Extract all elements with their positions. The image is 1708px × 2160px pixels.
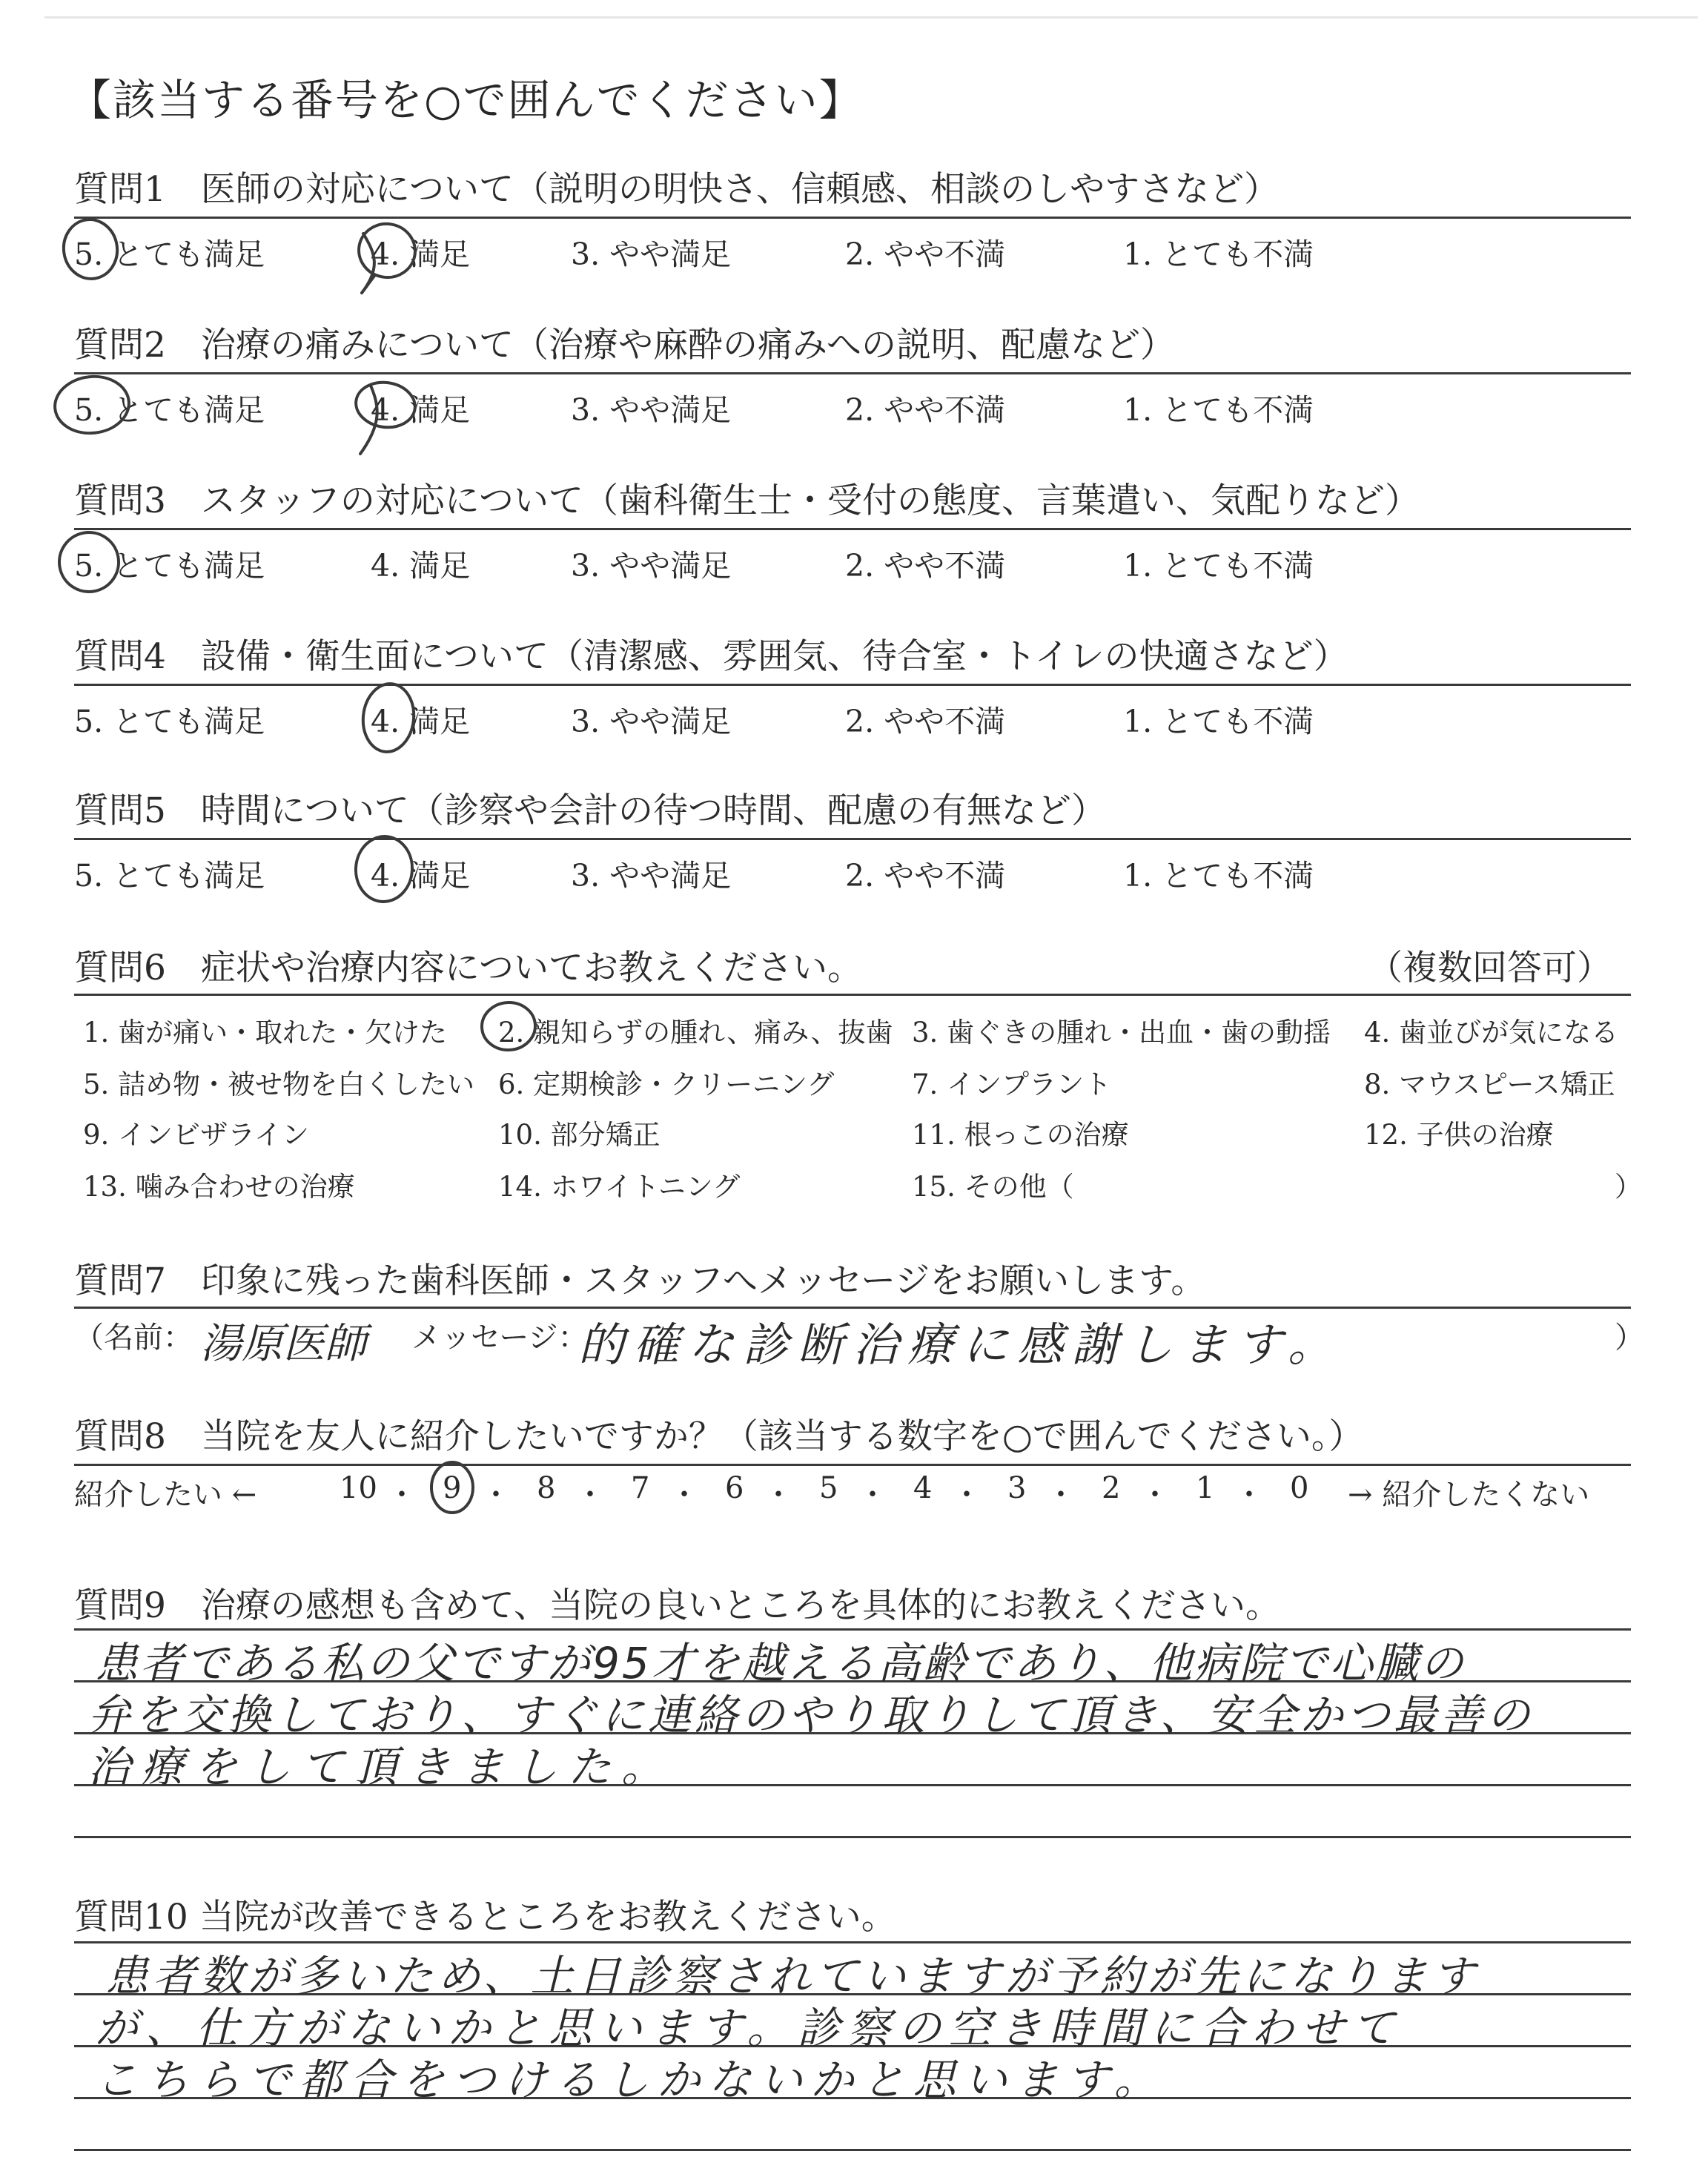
q6-option-9[interactable]: 9. インビザライン — [83, 1119, 309, 1151]
q8-separator: ・ — [1234, 1478, 1264, 1512]
q10-answer-line-3[interactable]: こちらで都合をつけるしかないかと思います。 — [95, 2055, 1165, 2105]
q6-option-5[interactable]: 5. 詰め物・被せ物を白くしたい — [83, 1069, 475, 1100]
q1-option-2[interactable]: 2. やや不満 — [845, 237, 1006, 272]
q6-option-10[interactable]: 10. 部分矯正 — [498, 1119, 661, 1151]
q7-message-label: メッセージ： — [411, 1321, 588, 1355]
question-10-title: 質問10 当院が改善できるところをお教えください。 — [74, 1897, 896, 1938]
q5-option-5[interactable]: 5. とても満足 — [74, 858, 265, 894]
q10-answer-line-2[interactable]: が、仕方がないかと思います。診察の空き時間に合わせて — [95, 2003, 1403, 2053]
q7-name-label: （名前： — [74, 1321, 193, 1355]
question-8-rule — [74, 1464, 1631, 1466]
q2-option-3[interactable]: 3. やや満足 — [571, 392, 732, 428]
q4-option-2[interactable]: 2. やや不満 — [845, 704, 1006, 739]
question-6-note: （複数回答可） — [1368, 948, 1612, 988]
question-5-title: 質問5 時間について（診察や会計の待つ時間、配慮の有無など） — [74, 790, 1106, 831]
question-1-title: 質問1 医師の対応について（説明の明快さ、信頼感、相談のしやすさなど） — [74, 169, 1280, 210]
q8-right-label: → 紹介したくない — [1348, 1478, 1590, 1512]
q8-score-5[interactable]: 5 — [819, 1471, 838, 1505]
question-1-rule — [74, 217, 1631, 219]
q4-option-5[interactable]: 5. とても満足 — [74, 704, 265, 739]
q8-separator: ・ — [1140, 1478, 1170, 1512]
q9-rule-5 — [74, 1836, 1631, 1838]
question-3-title: 質問3 スタッフの対応について（歯科衛生士・受付の態度、言葉遣い、気配りなど） — [74, 480, 1420, 521]
q3-option-4[interactable]: 4. 満足 — [371, 548, 471, 584]
question-8-title: 質問8 当院を友人に紹介したいですか？（該当する数字を○で囲んでください。） — [74, 1416, 1364, 1457]
q5-option-2[interactable]: 2. やや不満 — [845, 858, 1006, 894]
q8-separator: ・ — [575, 1478, 605, 1512]
question-2-title: 質問2 治療の痛みについて（治療や麻酔の痛みへの説明、配慮など） — [74, 325, 1176, 366]
q8-left-label: 紹介したい ← — [74, 1478, 257, 1512]
q8-separator: ・ — [952, 1478, 982, 1512]
q1-option-5[interactable]: 5. とても満足 — [74, 237, 265, 272]
q7-message-value[interactable]: 的確な診断治療に感謝します。 — [578, 1318, 1343, 1372]
q6-option-2[interactable]: 2. 親知らずの腫れ、痛み、抜歯 — [498, 1017, 893, 1048]
q7-close-paren: ） — [1615, 1321, 1644, 1355]
page-top-edge — [44, 16, 1698, 19]
question-3-rule — [74, 528, 1631, 530]
q8-separator: ・ — [481, 1478, 511, 1512]
q8-score-1[interactable]: 1 — [1196, 1471, 1215, 1505]
q9-answer-line-3[interactable]: 治療をして頂きました。 — [87, 1742, 675, 1792]
q4-option-1[interactable]: 1. とても不満 — [1123, 704, 1314, 739]
q8-separator: ・ — [1046, 1478, 1076, 1512]
q8-score-7[interactable]: 7 — [631, 1471, 650, 1505]
q5-option-4[interactable]: 4. 満足 — [371, 858, 471, 894]
question-9-title: 質問9 治療の感想も含めて、当院の良いところを具体的にお教えください。 — [74, 1585, 1280, 1626]
q1-option-3[interactable]: 3. やや満足 — [571, 237, 732, 272]
q9-answer-line-1[interactable]: 患者である私の父ですが95才を越える高齢であり、他病院で心臓の — [95, 1638, 1466, 1688]
q6-option-6[interactable]: 6. 定期検診・クリーニング — [498, 1069, 835, 1100]
q1-option-4[interactable]: 4. 満足 — [371, 237, 471, 272]
question-7-title: 質問7 印象に残った歯科医師・スタッフへメッセージをお願いします。 — [74, 1261, 1206, 1301]
q2-option-4[interactable]: 4. 満足 — [371, 392, 471, 428]
q8-score-3[interactable]: 3 — [1007, 1471, 1027, 1505]
q3-option-5[interactable]: 5. とても満足 — [74, 548, 265, 584]
q8-separator: ・ — [764, 1478, 793, 1512]
q6-option-12[interactable]: 12. 子供の治療 — [1364, 1119, 1554, 1151]
q1-option-1[interactable]: 1. とても不満 — [1123, 237, 1314, 272]
q10-answer-line-1[interactable]: 患者数が多いため、土日診察されていますが予約が先になります — [105, 1951, 1480, 2001]
q2-option-5[interactable]: 5. とても満足 — [74, 392, 265, 428]
q2-option-1[interactable]: 1. とても不満 — [1123, 392, 1314, 428]
question-5-rule — [74, 838, 1631, 840]
question-6-title: 質問6 症状や治療内容についてお教えください。 — [74, 948, 862, 988]
question-4-title: 質問4 設備・衛生面について（清潔感、雰囲気、待合室・トイレの快適さなど） — [74, 636, 1348, 677]
question-4-rule — [74, 684, 1631, 686]
q5-option-1[interactable]: 1. とても不満 — [1123, 858, 1314, 894]
question-6-rule — [74, 994, 1631, 996]
q2-option-2[interactable]: 2. やや不満 — [845, 392, 1006, 428]
q6-option-13[interactable]: 13. 噛み合わせの治療 — [83, 1171, 355, 1203]
q6-option-8[interactable]: 8. マウスピース矯正 — [1364, 1069, 1615, 1100]
q6-option-11[interactable]: 11. 根っこの治療 — [912, 1119, 1129, 1151]
instruction-heading: 【該当する番号を○で囲んでください】 — [68, 75, 864, 125]
q10-rule-5 — [74, 2149, 1631, 2151]
q8-score-9[interactable]: 9 — [443, 1471, 462, 1505]
q8-score-0[interactable]: 0 — [1290, 1471, 1309, 1505]
question-2-rule — [74, 372, 1631, 374]
q4-option-3[interactable]: 3. やや満足 — [571, 704, 732, 739]
q7-name-value[interactable]: 湯原医師 — [200, 1320, 366, 1368]
q3-option-1[interactable]: 1. とても不満 — [1123, 548, 1314, 584]
q8-score-8[interactable]: 8 — [537, 1471, 556, 1505]
q8-separator: ・ — [669, 1478, 699, 1512]
q6-option-7[interactable]: 7. インプラント — [912, 1069, 1112, 1100]
q8-separator: ・ — [387, 1478, 417, 1512]
q6-option-14[interactable]: 14. ホワイトニング — [498, 1171, 741, 1203]
q8-score-6[interactable]: 6 — [725, 1471, 744, 1505]
q6-option-15[interactable]: 15. その他（ — [912, 1171, 1074, 1203]
q3-option-3[interactable]: 3. やや満足 — [571, 548, 732, 584]
q9-answer-line-2[interactable]: 弁を交換しており、すぐに連絡のやり取りして頂き、安全かつ最善の — [87, 1690, 1534, 1740]
q6-option-1[interactable]: 1. 歯が痛い・取れた・欠けた — [83, 1017, 448, 1048]
q4-option-4[interactable]: 4. 満足 — [371, 704, 471, 739]
q6-option-3[interactable]: 3. 歯ぐきの腫れ・出血・歯の動揺 — [912, 1017, 1331, 1048]
q3-option-2[interactable]: 2. やや不満 — [845, 548, 1006, 584]
q5-option-3[interactable]: 3. やや満足 — [571, 858, 732, 894]
q8-score-10[interactable]: 10 — [340, 1471, 377, 1505]
q8-score-4[interactable]: 4 — [913, 1471, 933, 1505]
q8-score-2[interactable]: 2 — [1102, 1471, 1121, 1505]
q6-option-4[interactable]: 4. 歯並びが気になる — [1364, 1017, 1619, 1048]
q8-separator: ・ — [858, 1478, 887, 1512]
q6-option-15-close: ） — [1615, 1171, 1642, 1203]
